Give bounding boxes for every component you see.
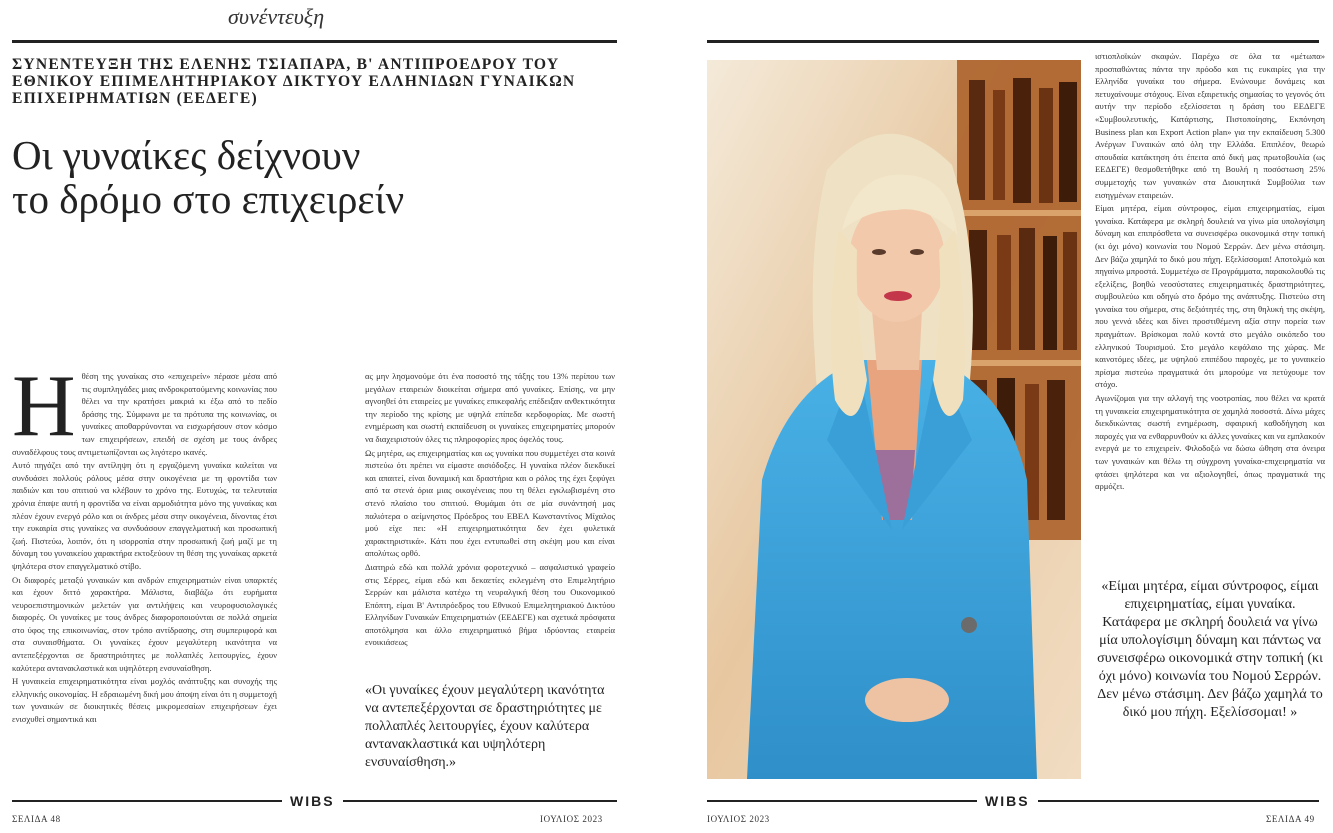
page-number: ΣΕΛΙΔΑ 48 [12,814,61,824]
paragraph: Διατηρώ εδώ και πολλά χρόνια φοροτεχνικό – ασφαλιστικό γραφείο στις Σέρρες, είμαι εδώ και δεκαετίες εκλεγμένη στο Επιμελητήριο Σερρών και μάλιστα κατέχω τη νευραλγική θέση του Οικονομικού Επόπτη, είμαι Β' Αντιπρόεδρος του Εθνικού Επιμελητηριακού Δικτύου Ελληνίδων Γυναικών Επιχειρηματιών (ΕΕΔΕΓΕ) και σχετικά πρόσφατα αποτόλμησα και άλλο επιχειρηματικό βήμα ιδρύοντας εταιρεία ενοικιάσεως [365,561,615,648]
wibs-logo: WIBS [977,793,1038,809]
paragraph: Αυτό πηγάζει από την αντίληψη ότι η εργαζόμενη γυναίκα καλείται να συνδυάσει πολλούς ρόλους μέσα στην οικογένεια με τη φροντίδα των παιδιών και του σπιτιού να κλέβουν το χρόνο της. Ευτυχώς, τα τελευταία χρόνια έπαψε αυτή η φροντίδα να είναι αρμοδιότητα μόνο της γυναίκας και πλέον έχουν ενεργό ρόλο και οι άνδρες μέσα στην οικογένεια, δίνοντας έτσι την ευκαιρία στις γυναίκες να συνδυάσουν επαγγελματική και προσωπική ζωή. Πιστεύω, λοιπόν, ότι η ισορροπία στην προσωπική ζωή μαζί με τη δύναμη του γυναικείου χαρακτήρα εκτοξεύουν τη θέση της γυναίκας αρκετά ψηλότερα στον επαγγελματικό στίβο. [12,460,277,571]
headline-line-1: Οι γυναίκες δείχνουν [12,132,361,178]
paragraph: Αγωνίζομαι για την αλλαγή της νοοτροπίας, που θέλει να κρατά τη γυναικεία επιχειρηματικότητα σε χαμηλά ποσοστά. Δίνω μάχες διεκδικώντας σωστή ενημέρωση, σφαιρική καθοδήγηση και παροχές για να ενθαρρυνθούν κι άλλες γυναίκες και να εμπλακούν ενεργά με το επιχειρείν. Φιλοδοξώ να δώσω ώθηση στα όνειρα των γυναικών και θέλω τη σύγχρονη γυναίκα-επιχειρηματία να φτάσει ψηλότερα και να αξιολογηθεί, όπως πραγματικά της αρμόζει. [1095,393,1325,492]
headline-line-2: το δρόμο στο επιχειρείν [12,176,405,222]
paragraph: ας μην λησμονούμε ότι ένα ποσοστό της τάξης του 13% περίπου των μεγάλων εταιρειών διοικείται σήμερα από γυναίκες. Επίσης, να μην αγνοηθεί ότι εταιρείες με γυναίκες επικεφαλής επέδειξαν ανθεκτικότητα την περίοδο της κρίσης με υψηλά επίπεδα κερδοφορίας. Με σωστή ενημέρωση και σωστή εκπαίδευση οι γυναίκες επιχειρηματίες μπορούν να διαχειριστούν όλες τις πληροφορίες προς όφελός τους. [365,371,615,444]
pull-quote: «Είμαι μητέρα, είμαι σύντροφος, είμαι επιχειρηματίας, είμαι γυναίκα. Κατάφερα με σκληρή δουλειά να γίνω μία υπολογίσιμη δύναμη και πάντως να συνεισφέρω οικονομικά στην τοπική (κι όχι μόνο) κοινωνία του Νομού Σερρών. Δεν μένω στάσιμη. Δεν βάζω χαμηλά το δικό μου πήχη. Εξελίσσομαι! » [1097,579,1323,720]
paragraph: Ως μητέρα, ως επιχειρηματίας και ως γυναίκα που συμμετέχει στα κοινά πιστεύω ότι πρέπει να είμαστε αισιόδοξες. Η γυναίκα πλέον διεκδικεί και απαιτεί, είναι δυναμική και δραστήρια και ο ρόλος της έχει ξεφύγει από τα στενά όρια μιας οικογένειας που τη θέλει εγκλωβισμένη στο στενό πλαίσιο του σπιτιού. Θυμάμαι ότι σε μία συνάντησή μας παλιότερα ο αείμνηστος Πρόεδρος του ΕΒΕΛ Κωνσταντίνος Μίχαλος μού είχε πει: «Η επιχειρηματικότητα δεν έχει φυλετικά χαρακτηριστικά». Κάτι που έχει εντυπωθεί στη σκέψη μου και είναι απολύτως ορθό. [365,447,615,559]
page-number: ΣΕΛΙΔΑ 49 [1266,814,1315,824]
article-column-3 [1095,50,1325,570]
article-column-1 [12,370,277,790]
headline [12,133,612,221]
article-column-2 [365,370,615,675]
top-rule [12,40,617,43]
issue-date: ΙΟΥΛΙΟΣ 2023 [707,814,770,824]
paragraph: ιστιοπλοϊκών σκαφών. Παρέχω σε όλα τα «μέτωπα» προσπαθώντας πάντα την πρόοδο και τις ευκαιρίες για την Ελληνίδα γυναίκα του σήμερα. Ενώνουμε δυνάμεις και πετυχαίνουμε στόχους. Είναι εξαιρετικής σημασίας το γεγονός ότι αυτήν την περίοδο εξελίσσεται η δράση του ΕΕΔΕΓΕ «Συμβουλευτικής, Κατάρτισης, Πιστοποίησης, Εκπόνηση Business plan και Export Action plan» για την εκπαίδευση 5.300 Ανέργων Γυναικών από όλη την Ελλάδα. Επιπλέον, θεωρώ σπουδαία κατάκτηση ότι έπειτα από δική μας πρωτοβουλία (ως ΕΕΔΕΓΕ) θεσμοθετήθηκε από τη Βουλή η ποσόστωση 25% συμμετοχής των γυναικών στα Διοικητικά Συμβούλια των εισηγμένων εταιρειών. [1095,51,1325,200]
paragraph: Η γυναικεία επιχειρηματικότητα είναι μοχλός ανάπτυξης και συνοχής της ελληνικής οικονομίας. Η εδραιωμένη δική μου άποψη είναι ότι η συμμετοχή των γυναικών σε διοικητικές θέσεις μικρομεσαίων επιχειρήσεων έχει ενισχυθεί σημαντικά και [12,676,277,725]
paragraph: Είμαι μητέρα, είμαι σύντροφος, είμαι επιχειρηματίας, είμαι γυναίκα. Κατάφερα με σκληρή δουλειά να γίνω μία υπολογίσιμη δύναμη και επιπρόσθετα να συνεισφέρω οικονομικά στην τοπική (κι όχι μόνο) κοινωνία του Νομού Σερρών. Δεν μένω στάσιμη. Δεν βάζω χαμηλά το δικό μου πήχη. Εξελίσσομαι! Αποτολμώ και πηγαίνω μπροστά. Συμμετέχω σε Προγράμματα, παρακολουθώ τις εξελίξεις, βοηθώ νεοσύστατες επιχειρηματικές δραστηριότητες, συμβουλεύω και οδηγώ στο δρόμο της ανάπτυξης. Πιστεύω στη γυναίκα του σήμερα, στις δεξιότητές της, στη θηλυκή της σκέψη, που γεννά ιδέες και δίνει προστιθέμενη αξία στην πορεία των πραγμάτων. Βρίσκομαι πολύ κοντά στο μεγάλο οικόπεδο του ελληνικού Τουρισμού. Στο μεγάλο κεφάλαιο της χώρας. Με καινοτόμες ιδέες, με υψηλού επιπέδου παροχές, με το γυναικείο πρίσμα πιστεύω πραγματικά ότι μπορούμε να πετύχουμε τον στόχο. [1095,203,1325,390]
right-page [693,0,1333,833]
paragraph: Οι διαφορές μεταξύ γυναικών και ανδρών επιχειρηματιών είναι υπαρκτές και έχουν διττό χαρακτήρα. Μάλιστα, διαβάζω ότι ευρήματα νευροεπιστημονικών μελετών για αντιλήψεις και νευροφυσιολογικές διαφορές. Οι γυναίκες με τους άνδρες διαφοροποιούνται σε πολλά σημεία στο ύφος της επικοινωνίας, στον τρόπο αντίδρασης, στη συμπεριφορά και στα συναισθήματα. Οι γυναίκες έχουν μεγαλύτερη ικανότητα να αντεπεξέρχονται σε δραστηριότητες με πολλαπλές λειτουργίες, έχουν καλύτερα αντανακλαστικά και υψηλότερη ενσυναίσθηση. [12,574,277,673]
portrait-photo [707,60,1081,779]
drop-cap: Η [12,370,76,455]
wibs-logo: WIBS [282,793,343,809]
left-page [0,0,640,833]
pull-quote: «Οι γυναίκες έχουν μεγαλύτερη ικανότητα να αντεπεξέρχονται σε δραστηριότητες με πολλαπλές λειτουργίες, έχουν καλύτερα αντανακλαστικά και υψηλότερη ενσυναίσθηση.» [365,683,605,770]
section-label: συνέντευξη [228,4,325,29]
interview-kicker: ΣΥΝΕΝΤΕΥΞΗ ΤΗΣ ΕΛΕΝΗΣ ΤΣΙΑΠΑΡΑ, Β' ΑΝΤΙΠΡΟΕΔΡΟΥ ΤΟΥ ΕΘΝΙΚΟΥ ΕΠΙΜΕΛΗΤΗΡΙΑΚΟΥ ΔΙΚΤΥΟΥ ΕΛΛΗΝΙΔΩΝ ΓΥΝΑΙΚΩΝ ΕΠΙΧΕΙΡΗΜΑΤΙΩΝ (ΕΕΔΕΓΕ) [12,56,576,107]
paragraph: θέση της γυναίκας στο «επιχειρείν» πέρασε μέσα από τις συμπληγάδες μιας ανδροκρατούμενης κοινωνίας που θέλει να την κρατήσει μακριά κι έξω από το πεδίο δράσης της. Σύμφωνα με τα πρότυπα της κοινωνίας, οι γυναίκες αποθαρρύνονται να εισχωρήσουν στον κόσμο των επιχειρήσεων, επειδή σε σχέση με τους άνδρες συναδέλφους τους αντιμετωπίζονται ως λιγότερο ικανές. [12,371,277,457]
issue-date: ΙΟΥΛΙΟΣ 2023 [540,814,603,824]
top-rule [707,40,1319,43]
